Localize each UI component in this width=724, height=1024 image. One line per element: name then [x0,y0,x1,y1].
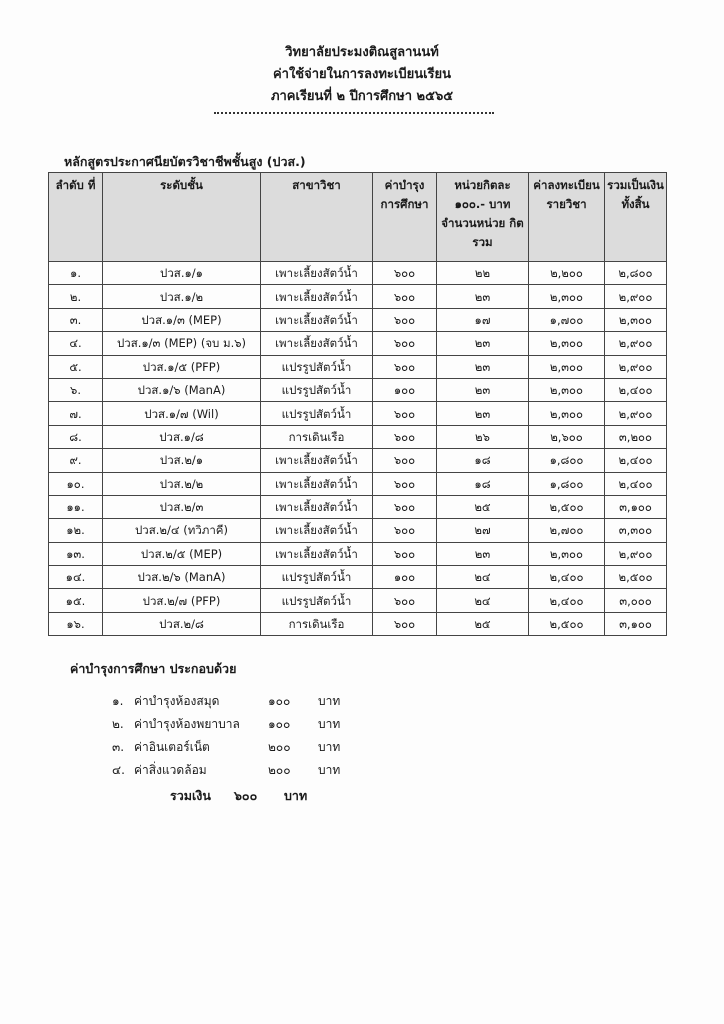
credit-units-cell: ๒๓ [437,378,529,401]
registration-fee-cell: ๒,๓๐๐ [529,355,605,378]
maintenance-fee-cell: ๑๐๐ [373,378,437,401]
major-cell: แปรรูปสัตว์น้ำ [261,378,373,401]
credit-units-cell: ๒๓ [437,285,529,308]
maintenance-fee-cell: ๖๐๐ [373,542,437,565]
maintenance-fee-cell: ๖๐๐ [373,285,437,308]
major-cell: เพาะเลี้ยงสัตว์น้ำ [261,495,373,518]
total-amount-cell: ๓,๑๐๐ [605,612,667,635]
row-number-cell: ๑๖. [49,612,103,635]
fee-item-amount: ๑๐๐ [268,717,291,731]
table-row [49,332,667,355]
row-number-cell: ๕. [49,355,103,378]
registration-fee-cell: ๑,๗๐๐ [529,308,605,331]
fee-breakdown-title: ค่าบำรุงการศึกษา ประกอบด้วย [70,661,237,676]
registration-fee-cell: ๒,๕๐๐ [529,495,605,518]
header-total: รวมเป็นเงิน ทั้งสิ้น [605,173,667,262]
total-amount-cell: ๒,๙๐๐ [605,285,667,308]
major-cell: เพาะเลี้ยงสัตว์น้ำ [261,519,373,542]
credit-units-cell: ๒๔ [437,566,529,589]
header-registration-fee: ค่าลงทะเบียน รายวิชา [529,173,605,262]
class-level-cell: ปวส.๒/๗ (PFP) [103,589,261,612]
table-row [49,589,667,612]
credit-units-cell: ๒๖ [437,425,529,448]
registration-fee-cell: ๒,๔๐๐ [529,589,605,612]
table-row [49,566,667,589]
major-cell: แปรรูปสัตว์น้ำ [261,355,373,378]
major-cell: แปรรูปสัตว์น้ำ [261,589,373,612]
total-amount-cell: ๒,๙๐๐ [605,402,667,425]
major-cell: เพาะเลี้ยงสัตว์น้ำ [261,449,373,472]
total-amount-cell: ๒,๙๐๐ [605,542,667,565]
total-amount-cell: ๒,๔๐๐ [605,378,667,401]
row-number-cell: ๑. [49,262,103,285]
table-row [49,542,667,565]
maintenance-fee-cell: ๖๐๐ [373,472,437,495]
registration-fee-cell: ๑,๘๐๐ [529,472,605,495]
registration-fee-cell: ๒,๓๐๐ [529,542,605,565]
fee-item-number: ๔. [112,763,125,777]
maintenance-fee-cell: ๖๐๐ [373,332,437,355]
fee-item-label: ค่าบำรุงห้องพยาบาล [134,717,240,731]
total-amount-cell: ๒,๘๐๐ [605,262,667,285]
college-name: วิทยาลัยประมงติณสูลานนท์ [285,45,439,60]
major-cell: เพาะเลี้ยงสัตว์น้ำ [261,308,373,331]
fee-item [112,713,340,736]
header-credits: หน่วยกิตละ ๑๐๐.- บาท จำนวนหน่วย กิตรวม [437,173,529,262]
class-level-cell: ปวส.๑/๗ (Wil) [103,402,261,425]
major-cell: เพาะเลี้ยงสัตว์น้ำ [261,285,373,308]
fee-item-number: ๒. [112,717,124,731]
row-number-cell: ๑๕. [49,589,103,612]
registration-fee-cell: ๒,๓๐๐ [529,332,605,355]
class-level-cell: ปวส.๒/๔ (ทวิภาคี) [103,519,261,542]
credit-units-cell: ๒๕ [437,495,529,518]
semester-line: ภาคเรียนที่ ๒ ปีการศึกษา ๒๕๖๕ [270,89,454,104]
maintenance-fee-cell: ๖๐๐ [373,612,437,635]
credit-units-cell: ๒๓ [437,542,529,565]
registration-fee-cell: ๑,๘๐๐ [529,449,605,472]
document-header [0,42,724,108]
credit-units-cell: ๒๓ [437,332,529,355]
total-amount-cell: ๒,๔๐๐ [605,449,667,472]
maintenance-fee-cell: ๖๐๐ [373,308,437,331]
maintenance-fee-cell: ๖๐๐ [373,449,437,472]
credit-units-cell: ๒๒ [437,262,529,285]
fee-item-unit: บาท [318,717,341,731]
header-maintenance-fee: ค่าบำรุง การศึกษา [373,173,437,262]
maintenance-fee-cell: ๖๐๐ [373,355,437,378]
row-number-cell: ๑๐. [49,472,103,495]
total-amount-cell: ๒,๕๐๐ [605,566,667,589]
registration-fee-cell: ๒,๓๐๐ [529,285,605,308]
table-row [49,355,667,378]
row-number-cell: ๑๒. [49,519,103,542]
credit-units-cell: ๒๗ [437,519,529,542]
fee-item-unit: บาท [318,694,341,708]
registration-fee-cell: ๒,๓๐๐ [529,402,605,425]
table-row [49,378,667,401]
dotted-divider [214,112,494,114]
table-row [49,262,667,285]
table-row [49,425,667,448]
table-row [49,612,667,635]
major-cell: เพาะเลี้ยงสัตว์น้ำ [261,332,373,355]
row-number-cell: ๒. [49,285,103,308]
class-level-cell: ปวส.๑/๒ [103,285,261,308]
class-level-cell: ปวส.๒/๑ [103,449,261,472]
major-cell: เพาะเลี้ยงสัตว์น้ำ [261,542,373,565]
class-level-cell: ปวส.๑/๓ (MEP) [103,308,261,331]
class-level-cell: ปวส.๑/๑ [103,262,261,285]
class-level-cell: ปวส.๑/๖ (ManA) [103,378,261,401]
fee-item-number: ๓. [112,740,125,754]
header-no: ลำดับ ที่ [49,173,103,262]
fee-total [170,786,307,806]
credit-units-cell: ๒๕ [437,612,529,635]
fee-total-amount: ๖๐๐ [234,788,258,803]
program-title: หลักสูตรประกาศนียบัตรวิชาชีพชั้นสูง (ปวส.) [64,154,306,169]
row-number-cell: ๑๓. [49,542,103,565]
fee-item-label: ค่าสิ่งแวดล้อม [134,763,207,777]
credit-units-cell: ๒๓ [437,355,529,378]
row-number-cell: ๘. [49,425,103,448]
maintenance-fee-cell: ๖๐๐ [373,425,437,448]
fee-breakdown-list [112,690,340,782]
major-cell: การเดินเรือ [261,612,373,635]
fee-item-label: ค่าอินเตอร์เน็ต [134,740,210,754]
class-level-cell: ปวส.๒/๕ (MEP) [103,542,261,565]
total-amount-cell: ๒,๙๐๐ [605,332,667,355]
maintenance-fee-cell: ๖๐๐ [373,589,437,612]
total-amount-cell: ๒,๓๐๐ [605,308,667,331]
table-row [49,308,667,331]
credit-units-cell: ๑๘ [437,472,529,495]
document-title: ค่าใช้จ่ายในการลงทะเบียนเรียน [272,67,452,82]
class-level-cell: ปวส.๑/๕ (PFP) [103,355,261,378]
row-number-cell: ๑๔. [49,566,103,589]
credit-units-cell: ๒๔ [437,589,529,612]
table-row [49,519,667,542]
maintenance-fee-cell: ๑๐๐ [373,566,437,589]
total-amount-cell: ๓,๐๐๐ [605,589,667,612]
maintenance-fee-cell: ๖๐๐ [373,519,437,542]
fee-total-unit: บาท [284,788,308,803]
major-cell: เพาะเลี้ยงสัตว์น้ำ [261,262,373,285]
major-cell: แปรรูปสัตว์น้ำ [261,402,373,425]
row-number-cell: ๑๑. [49,495,103,518]
table-row [49,495,667,518]
registration-fee-cell: ๒,๗๐๐ [529,519,605,542]
table-row [49,449,667,472]
fee-item-number: ๑. [112,694,124,708]
fee-item-unit: บาท [318,763,341,777]
row-number-cell: ๔. [49,332,103,355]
header-major: สาขาวิชา [261,173,373,262]
total-amount-cell: ๓,๒๐๐ [605,425,667,448]
total-amount-cell: ๓,๓๐๐ [605,519,667,542]
total-amount-cell: ๓,๑๐๐ [605,495,667,518]
class-level-cell: ปวส.๒/๒ [103,472,261,495]
total-amount-cell: ๒,๔๐๐ [605,472,667,495]
fee-item-amount: ๒๐๐ [268,763,291,777]
table-row [49,285,667,308]
fee-item-label: ค่าบำรุงห้องสมุด [134,694,220,708]
registration-fee-cell: ๒,๒๐๐ [529,262,605,285]
fee-table [48,172,667,636]
total-amount-cell: ๒,๙๐๐ [605,355,667,378]
major-cell: เพาะเลี้ยงสัตว์น้ำ [261,472,373,495]
major-cell: แปรรูปสัตว์น้ำ [261,566,373,589]
credit-units-cell: ๒๓ [437,402,529,425]
major-cell: การเดินเรือ [261,425,373,448]
table-header-row [49,173,667,262]
fee-item [112,736,340,759]
class-level-cell: ปวส.๑/๓ (MEP) (จบ ม.๖) [103,332,261,355]
fee-item-unit: บาท [318,740,341,754]
credit-units-cell: ๑๘ [437,449,529,472]
fee-item-amount: ๒๐๐ [268,740,291,754]
class-level-cell: ปวส.๑/๘ [103,425,261,448]
row-number-cell: ๗. [49,402,103,425]
registration-fee-cell: ๒,๖๐๐ [529,425,605,448]
registration-fee-cell: ๒,๔๐๐ [529,566,605,589]
table-row [49,472,667,495]
maintenance-fee-cell: ๖๐๐ [373,402,437,425]
row-number-cell: ๙. [49,449,103,472]
header-level: ระดับชั้น [103,173,261,262]
row-number-cell: ๓. [49,308,103,331]
registration-fee-cell: ๒,๕๐๐ [529,612,605,635]
class-level-cell: ปวส.๒/๓ [103,495,261,518]
class-level-cell: ปวส.๒/๘ [103,612,261,635]
fee-item [112,759,340,782]
fee-total-label: รวมเงิน [170,788,211,803]
maintenance-fee-cell: ๖๐๐ [373,262,437,285]
registration-fee-cell: ๒,๓๐๐ [529,378,605,401]
maintenance-fee-cell: ๖๐๐ [373,495,437,518]
fee-item-amount: ๑๐๐ [268,694,291,708]
fee-item [112,690,340,713]
table-row [49,402,667,425]
row-number-cell: ๖. [49,378,103,401]
class-level-cell: ปวส.๒/๖ (ManA) [103,566,261,589]
credit-units-cell: ๑๗ [437,308,529,331]
